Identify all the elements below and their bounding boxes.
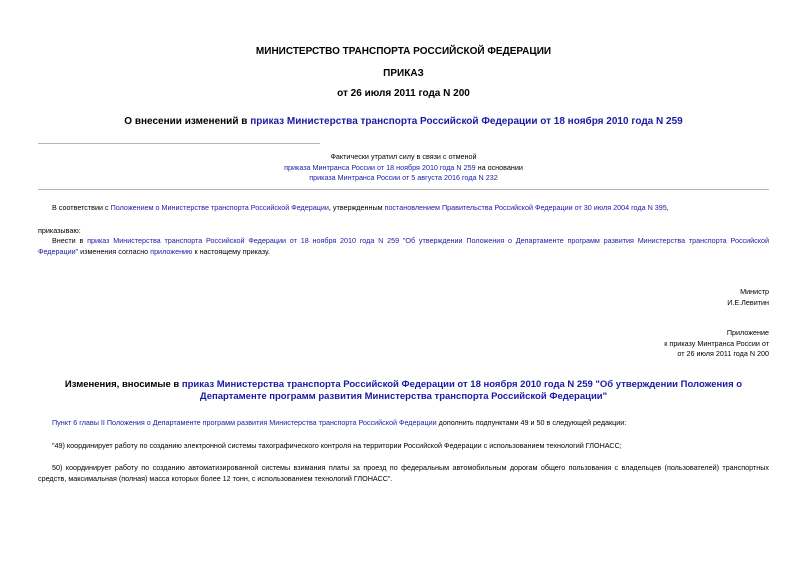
status-link-order-232[interactable]: приказа Минтранса России от 5 августа 2016 года N 232 <box>309 173 498 182</box>
preamble-p1-mid: , утвержденным <box>328 203 385 212</box>
preamble-paragraph-1 <box>52 203 769 214</box>
changes-paragraph-1 <box>52 418 769 429</box>
link-appendix[interactable]: приложению <box>150 246 193 256</box>
divider-short <box>38 143 320 144</box>
link-ministry-regulation[interactable]: Положением о Министерстве транспорта Российской Федерации <box>110 203 329 212</box>
preamble-p1-suffix: , <box>666 203 669 212</box>
link-clause-6-chapter-2[interactable]: Пункт 6 главы II Положения о Департаменте программ развития Министерства транспорта Российской Федерации <box>52 418 437 427</box>
title-link-order-259[interactable]: приказ Министерства транспорта Российской Федерации от 18 ноября 2010 года N 259 <box>250 116 683 127</box>
changes-paragraph-2: "49) координирует работу по созданию электронной системы тахографического контроля на территории Российской Федерации с использованием технологий ГЛОНАСС; <box>52 441 622 450</box>
status-note-line2-suffix: на основании <box>475 162 523 172</box>
changes-p1-suffix: дополнить подпунктами 49 и 50 в следующей редакции: <box>436 418 627 427</box>
changes-paragraph-3: 50) координирует работу по созданию автоматизированной системы взимания платы за проезд по федеральным автомобильным дорогам общего пользования с владельцев (пользователей) транспортных средств, максимальная (полная) масса которых более 12 тонн, с использованием технологий ГЛОНАСС". <box>38 463 769 483</box>
status-note-line2 <box>0 163 807 174</box>
document-title <box>0 116 807 127</box>
date-number-heading: от 26 июля 2011 года N 200 <box>337 88 470 99</box>
appendix-line3: от 26 июля 2011 года N 200 <box>677 349 769 358</box>
appendix-line1: Приложение <box>726 328 769 337</box>
divider-long <box>38 189 769 190</box>
link-government-decree-395[interactable]: постановлением Правительства Российской Федерации от 30 июля 2004 года N 395 <box>384 203 667 212</box>
link-order-259-full[interactable]: приказ Министерства транспорта Российской Федерации от 18 ноября 2010 года N 259 "Об утверждении Положения о Департаменте программ развития Министерства транспорта Российской Федерации" <box>38 236 769 256</box>
preamble-paragraph-2 <box>38 236 769 257</box>
title-prefix: О внесении изменений в <box>124 116 251 127</box>
preamble-p2-prefix: Внести в <box>52 236 88 245</box>
preamble-p1-prefix: В соответствии с <box>52 203 111 212</box>
appendix-line2: к приказу Минтранса России от <box>664 338 769 348</box>
signature-block <box>500 287 769 308</box>
status-link-order-259[interactable]: приказа Минтранса России от 18 ноября 2010 года N 259 <box>284 162 476 172</box>
appendix-reference <box>500 328 769 360</box>
signature-name: И.Е.Левитин <box>727 297 769 307</box>
signature-position: Министр <box>740 287 769 296</box>
preamble-p2-suffix: к настоящему приказу. <box>192 246 270 256</box>
status-note <box>0 152 807 184</box>
status-note-line1: Фактически утратил силу в связи с отменой <box>330 152 477 161</box>
preamble-p2-mid: изменения согласно <box>78 246 151 256</box>
status-note-line3 <box>0 173 807 184</box>
changes-heading-prefix: Изменения, вносимые в <box>64 379 182 390</box>
changes-heading <box>50 379 757 403</box>
doc-type-heading: ПРИКАЗ <box>383 68 424 79</box>
orders-word: приказываю: <box>38 226 81 235</box>
changes-heading-link[interactable]: приказ Министерства транспорта Российской Федерации от 18 ноября 2010 года N 259 "Об утверждении Положения о Департаменте программ развития Министерства транспорта Российской Федерации" <box>181 379 743 402</box>
ministry-heading: МИНИСТЕРСТВО ТРАНСПОРТА РОССИЙСКОЙ ФЕДЕРАЦИИ <box>255 46 552 57</box>
